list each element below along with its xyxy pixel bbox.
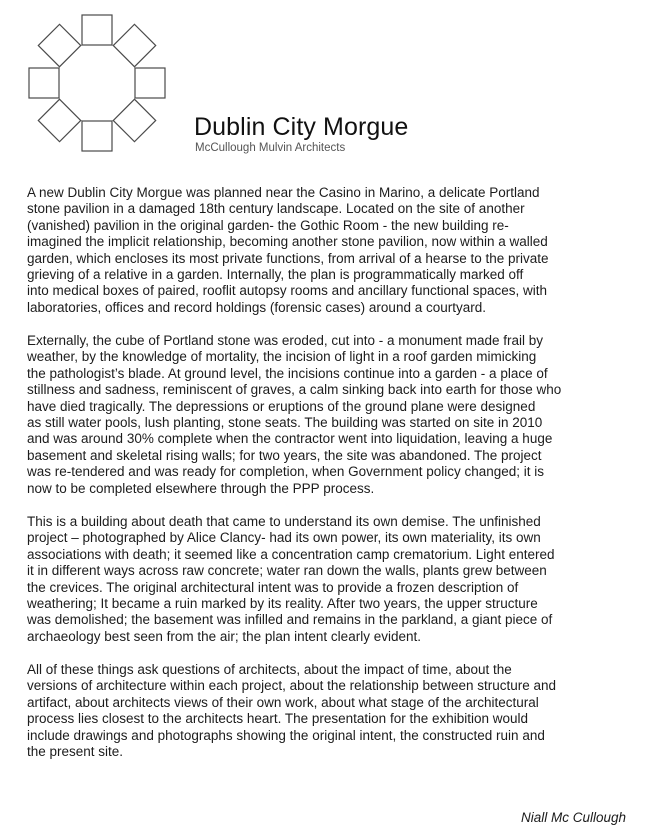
paragraph-4: All of these things ask questions of architects, about the impact of time, about the versions of architecture within each project, about the relationship between structure and artifact, about architects views of their own work, about what stage of the architectural process lies closest to the architects heart. The presentation for the exhibition would include drawings and photographs showing the original intent, the constructed ruin and the present site. bbox=[27, 661, 557, 759]
logo-square bbox=[113, 24, 155, 66]
logo-square bbox=[38, 24, 80, 66]
logo-square bbox=[113, 99, 155, 141]
author-signature: Niall Mc Cullough bbox=[520, 810, 626, 825]
header bbox=[194, 112, 408, 155]
page-subtitle: McCullough Mulvin Architects bbox=[195, 142, 346, 154]
logo-square bbox=[82, 121, 112, 151]
paragraph-3: This is a building about death that came to understand its own demise. The unfinished project – photographed by Alice Clancy- had its own power, its own materiality, its own associations with death; it seemed like a concentration camp crematorium. Light entered it in different ways across raw concrete; water ran down the walls, plants grew between the crevices. The original architectural intent was to provide a frozen description of weathering; It became a ruin marked by its reality. After two years, the upper structure was demolished; the basement was infilled and remains in the parkland, a giant piece of archaeology best seen from the air; the plan intent clearly evident. bbox=[27, 513, 555, 644]
paragraph-2: Externally, the cube of Portland stone was eroded, cut into - a monument made frail by weather, by the knowledge of mortality, the incision of light in a roof garden mimicking the pathologist’s blade. At ground level, the incisions continue into a garden - a place of stillness and sadness, reminiscent of graves, a calm sinking back into earth for those who have died tragically. The depressions or eruptions of the ground plane were designed as still water pools, lush planting, stone seats. The building was started on site in 2010 and was around 30% complete when the contractor went into liquidation, leaving a huge basement and skeletal rising walls; for two years, the site was abandoned. The project was re-tendered and was ready for completion, when Government policy changed; it is now to be completed elsewhere through the PPP process. bbox=[27, 333, 562, 496]
logo-square bbox=[82, 15, 112, 45]
logo-square bbox=[29, 68, 59, 98]
body-text bbox=[27, 185, 627, 777]
logo-square bbox=[38, 99, 80, 141]
logo-square bbox=[135, 68, 165, 98]
paragraph-1: A new Dublin City Morgue was planned near the Casino in Marino, a delicate Portland stone pavilion in a damaged 18th century landscape. Located on the site of another (vanished) pavilion in the original garden- the Gothic Room - the new building re- imagined the implicit relationship, becoming another stone pavilion, now within a walled garden, which encloses its most private functions, from arrival of a hearse to the private grieving of a relative in a garden. Internally, the plan is programmatically marked off into medical boxes of paired, rooflit autopsy rooms and ancillary functional spaces, with laboratories, offices and record holdings (forensic cases) around a courtyard. bbox=[27, 185, 549, 315]
page-title: Dublin City Morgue bbox=[194, 113, 409, 141]
octagon-of-squares-logo-icon bbox=[22, 8, 172, 158]
